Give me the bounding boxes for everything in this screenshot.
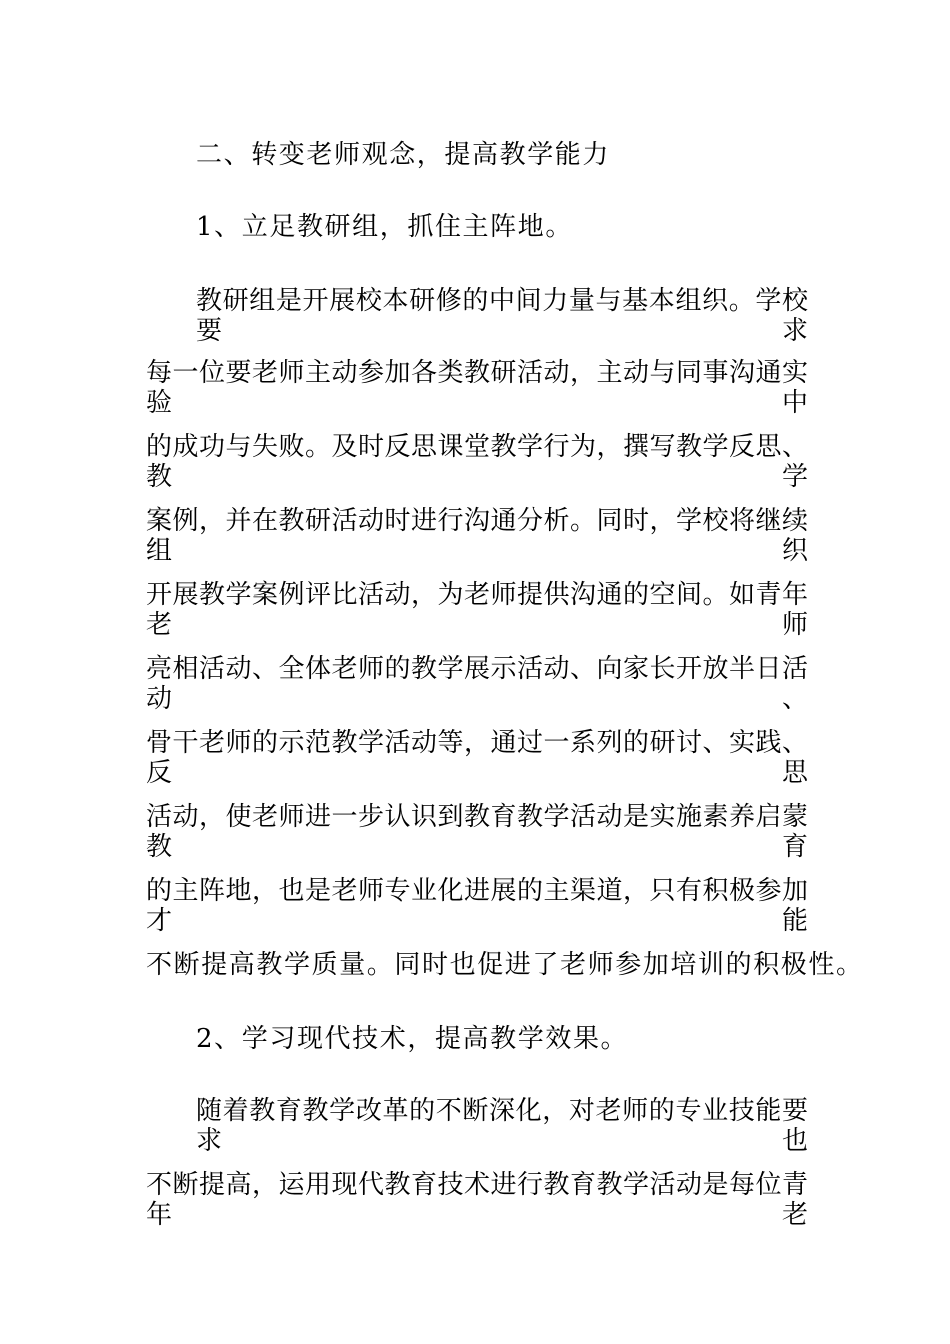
paragraph-line: 每一位要老师主动参加各类教研活动，主动与同事沟通实验中 <box>146 358 808 418</box>
paragraph-line: 不断提高，运用现代教育技术进行教育教学活动是每位青年老 <box>146 1170 808 1230</box>
paragraph-line: 亮相活动、全体老师的教学展示活动、向家长开放半日活动、 <box>146 654 808 714</box>
paragraph-line: 的成功与失败。及时反思课堂教学行为，撰写教学反思、教学 <box>146 432 808 492</box>
paragraph-line: 案例，并在教研活动时进行沟通分析。同时，学校将继续组织 <box>146 506 808 566</box>
paragraph-line: 开展教学案例评比活动，为老师提供沟通的空间。如青年老师 <box>146 580 808 640</box>
paragraph-line: 的主阵地，也是老师专业化进展的主渠道，只有积极参加才能 <box>146 876 808 936</box>
subsection-title-2: 2、学习现代技术，提高教学效果。 <box>196 1024 629 1054</box>
paragraph-line: 随着教育教学改革的不断深化，对老师的专业技能要求也 <box>196 1096 808 1156</box>
section-heading: 二、转变老师观念，提高教学能力 <box>196 140 611 170</box>
paragraph-line: 活动，使老师进一步认识到教育教学活动是实施素养启蒙教育 <box>146 802 808 862</box>
subsection-title-1: 1、立足教研组，抓住主阵地。 <box>196 212 573 242</box>
paragraph-line: 教研组是开展校本研修的中间力量与基本组织。学校要求 <box>196 286 808 346</box>
paragraph-line: 骨干老师的示范教学活动等，通过一系列的研讨、实践、反思 <box>146 728 808 788</box>
paragraph-line: 不断提高教学质量。同时也促进了老师参加培训的积极性。 <box>146 950 864 980</box>
